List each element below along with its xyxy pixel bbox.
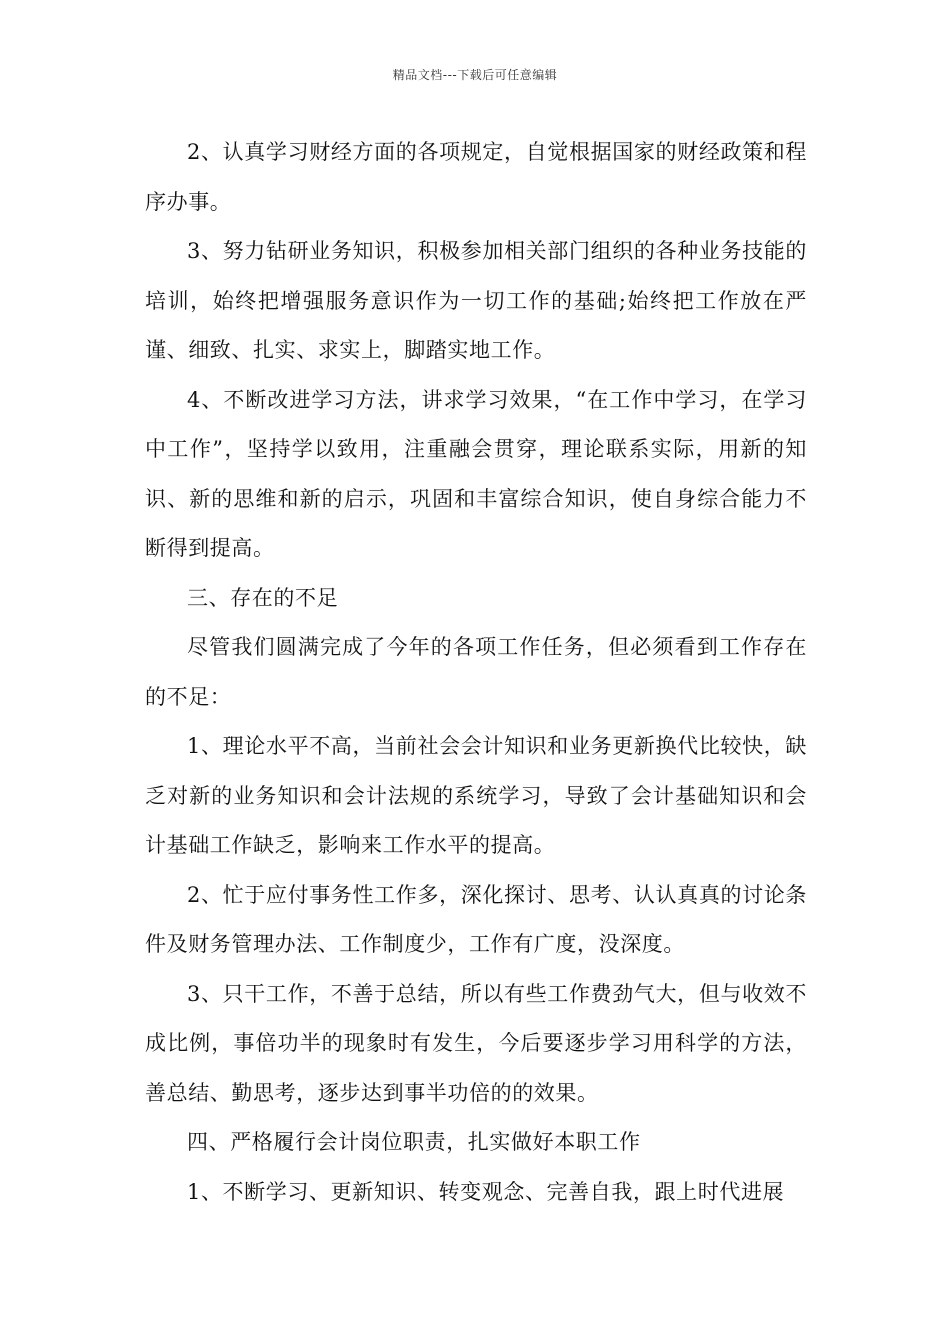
shortcoming-item-1: 1、理论水平不高，当前社会会计知识和业务更新换代比较快，缺乏对新的业务知识和会计法规的系统学习，导致了会计基础知识和会计基础工作缺乏，影响来工作水平的提高。 [145, 734, 807, 857]
shortcoming-item-2: 2、忙于应付事务性工作多，深化探讨、思考、认认真真的讨论条件及财务管理办法、工作制度少，工作有广度，没深度。 [145, 882, 807, 956]
paragraph-item-4: 4、不断改进学习方法，讲求学习效果，“在工作中学习，在学习中工作”，坚持学以致用，注重融会贯穿，理论联系实际，用新的知识、新的思维和新的启示，巩固和丰富综合知识，使自身综合能力不断得到提高。 [145, 387, 807, 560]
section-heading-shortcomings: 三、存在的不足 [187, 585, 339, 610]
paragraph-item-2: 2、认真学习财经方面的各项规定，自觉根据国家的财经政策和程序办事。 [145, 140, 807, 214]
duty-item-1: 1、不断学习、更新知识、转变观念、完善自我，跟上时代进展 [187, 1179, 785, 1204]
paragraph-item-3: 3、努力钻研业务知识，积极参加相关部门组织的各种业务技能的培训，始终把增强服务意识作为一切工作的基础;始终把工作放在严谨、细致、扎实、求实上，脚踏实地工作。 [145, 239, 807, 362]
shortcoming-item-3: 3、只干工作，不善于总结，所以有些工作费劲气大，但与收效不成比例，事倍功半的现象时有发生，今后要逐步学习用科学的方法，善总结、勤思考，逐步达到事半功倍的的效果。 [145, 981, 807, 1105]
paragraph-shortcomings-intro: 尽管我们圆满完成了今年的各项工作任务，但必须看到工作存在的不足： [145, 635, 807, 709]
page-header: 精品文档---下载后可任意编辑 [392, 68, 558, 82]
document-body [145, 128, 807, 1217]
section-heading-duties: 四、严格履行会计岗位职责，扎实做好本职工作 [187, 1130, 641, 1154]
